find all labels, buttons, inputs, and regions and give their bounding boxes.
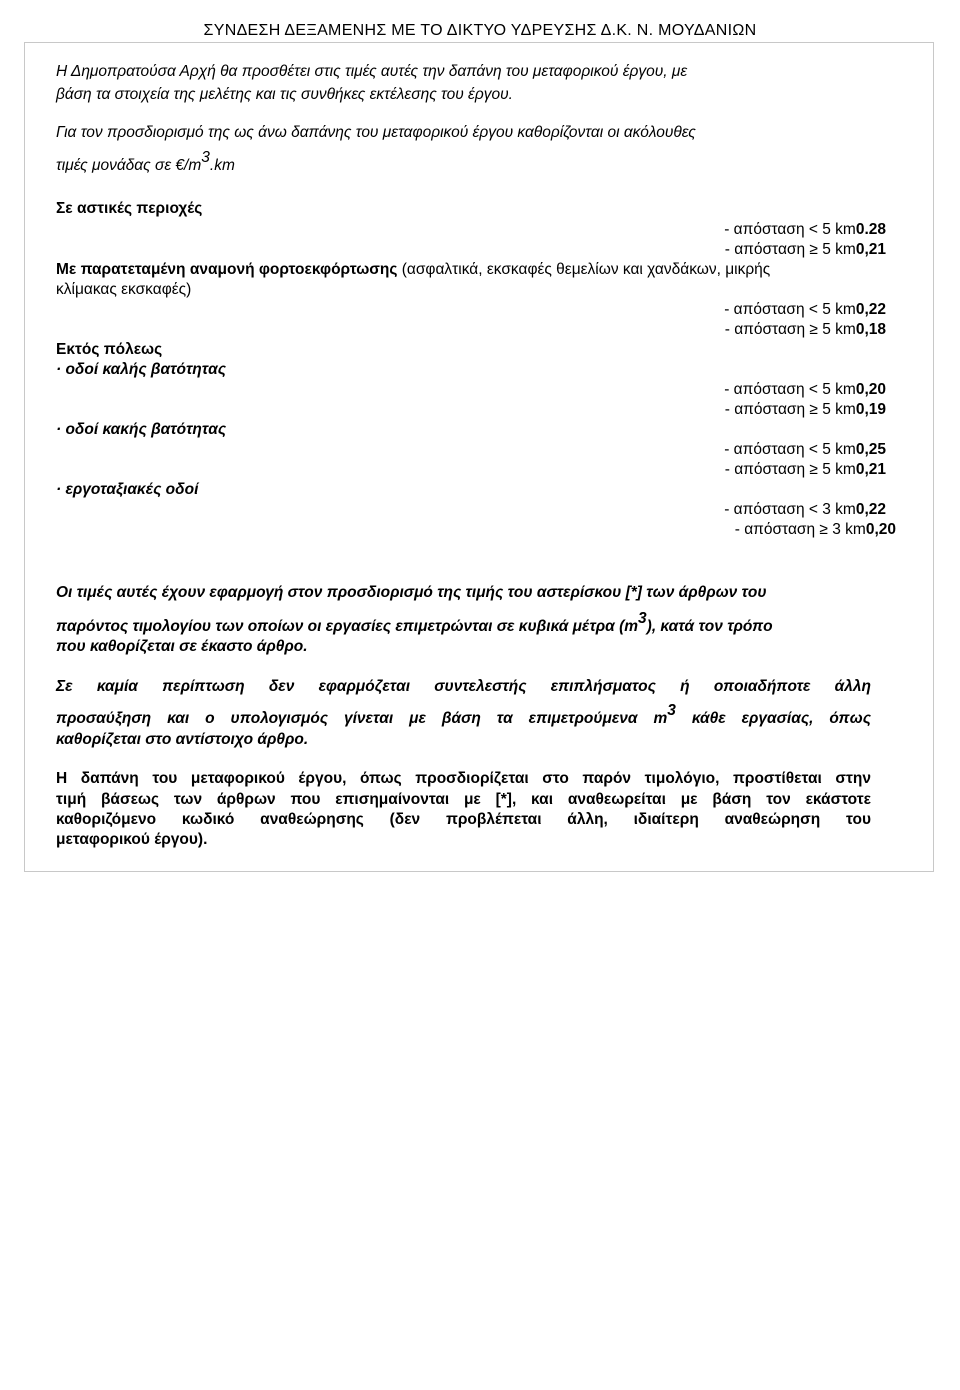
outside-bad-row-1 [724,439,886,461]
distance-label: - απόσταση ≥ 3 km [734,521,866,538]
rate-value: 0,19 [855,401,886,418]
outside-work-label: · εργοταξιακές οδοί [56,481,199,498]
rate-value: 0,20 [865,521,896,538]
superscript-3: 3 [638,610,647,627]
intro-p2-line1: Για τον προσδιορισμό της ως άνω δαπάνης του μεταφορικού έργου καθορίζονται οι ακόλουθες [56,124,696,141]
distance-label: - απόσταση ≥ 5 km [724,321,856,338]
urban-row-2 [725,239,886,261]
distance-label: - απόσταση ≥ 5 km [724,241,856,258]
note3-line1: Η δαπάνη του μεταφορικού έργου, όπως προσδιορίζεται στο παρόν τιμολόγιο, προστίθεται στην [56,770,871,787]
rate-value: 0,22 [855,501,886,518]
distance-label: - απόσταση < 5 km [724,221,856,238]
note2-text: προσαύξηση και ο υπολογισμός γίνεται με βάση τα επιμετρούμενα m [56,710,668,727]
note2-line1: Σε καμία περίπτωση δεν εφαρμόζεται συντελεστής επιπλήσματος ή οποιαδήποτε άλλη [56,678,871,695]
distance-label: - απόσταση ≥ 5 km [724,461,856,478]
header-title: ΣΥΝΔΕΣΗ ΔΕΞΑΜΕΝΗΣ ΜΕ ΤΟ ΔΙΚΤΥΟ ΥΔΡΕΥΣΗΣ Δ.Κ. Ν. ΜΟΥΔΑΝΙΩΝ [203,22,757,39]
intro-p2-text: τιμές μονάδας σε €/m [56,157,202,174]
superscript-3: 3 [667,702,676,719]
note1-line3: που καθορίζεται σε έκαστο άρθρο. [56,638,308,655]
outside-title: Εκτός πόλεως [56,341,163,358]
rate-value: 0,21 [855,461,886,478]
rate-value: 0,18 [855,321,886,338]
outside-work-row-2 [735,519,896,541]
rate-value: 0,25 [855,441,886,458]
note3-line4: μεταφορικού έργου). [56,831,208,848]
note1-line2 [56,610,773,638]
note2-text-post: κάθε εργασίας, όπως [675,710,871,727]
note1-text-post: ), κατά τον τρόπο [646,618,773,635]
distance-label: - απόσταση ≥ 5 km [724,401,856,418]
intro-p2-unit: .km [209,157,235,174]
intro-p1-line1: Η Δημοπρατούσα Αρχή θα προσθέτει στις τιμές αυτές την δαπάνη του μεταφορικού έργου, με [56,63,688,80]
rate-value: 0.28 [855,221,886,238]
distance-label: - απόσταση < 5 km [724,441,856,458]
urban-title: Σε αστικές περιοχές [56,200,203,217]
waiting-row-1 [724,299,886,321]
outside-good-label: · οδοί καλής βατότητας [56,361,226,378]
note3-line3: καθοριζόμενο κωδικό αναθεώρησης (δεν προβλέπεται άλλη, ιδιαίτερη αναθεώρηση του [56,811,871,828]
rate-value: 0,22 [855,301,886,318]
distance-label: - απόσταση < 3 km [724,501,856,518]
note3-line2: τιμή βάσεως των άρθρων που επισημαίνονται με [*], και αναθεωρείται με βάση τον εκάστοτε [56,791,871,808]
outside-work-row-1 [724,499,886,521]
distance-label: - απόσταση < 5 km [724,381,856,398]
waiting-title-bold: Με παρατεταμένη αναμονή φορτοεκφόρτωσης [56,261,398,278]
waiting-title [56,259,770,281]
rate-value: 0,20 [855,381,886,398]
intro-p1-line2: βάση τα στοιχεία της μελέτης και τις συνθήκες εκτέλεσης του έργου. [56,86,513,103]
rate-value: 0,21 [855,241,886,258]
note2-line2 [56,702,871,730]
superscript-3: 3 [201,149,210,166]
outside-bad-label: · οδοί κακής βατότητας [56,421,227,438]
note1-text: παρόντος τιμολογίου των οποίων οι εργασίες επιμετρώνται σε κυβικά μέτρα (m [56,618,639,635]
intro-p2-line2 [56,149,235,177]
outside-good-row-2 [725,399,886,421]
page-header [0,20,960,42]
outside-good-row-1 [724,379,886,401]
waiting-title-rest: (ασφαλτικά, εκσκαφές θεμελίων και χανδάκων, μικρής [397,261,771,278]
waiting-row-2 [725,319,886,341]
outside-bad-row-2 [725,459,886,481]
distance-label: - απόσταση < 5 km [724,301,856,318]
note1-line1: Οι τιμές αυτές έχουν εφαρμογή στον προσδιορισμό της τιμής του αστερίσκου [*] των άρθρων του [56,584,767,601]
note2-line3: καθορίζεται στο αντίστοιχο άρθρο. [56,731,309,748]
waiting-title-line2: κλίμακας εκσκαφές) [56,281,192,298]
urban-row-1 [724,219,886,241]
